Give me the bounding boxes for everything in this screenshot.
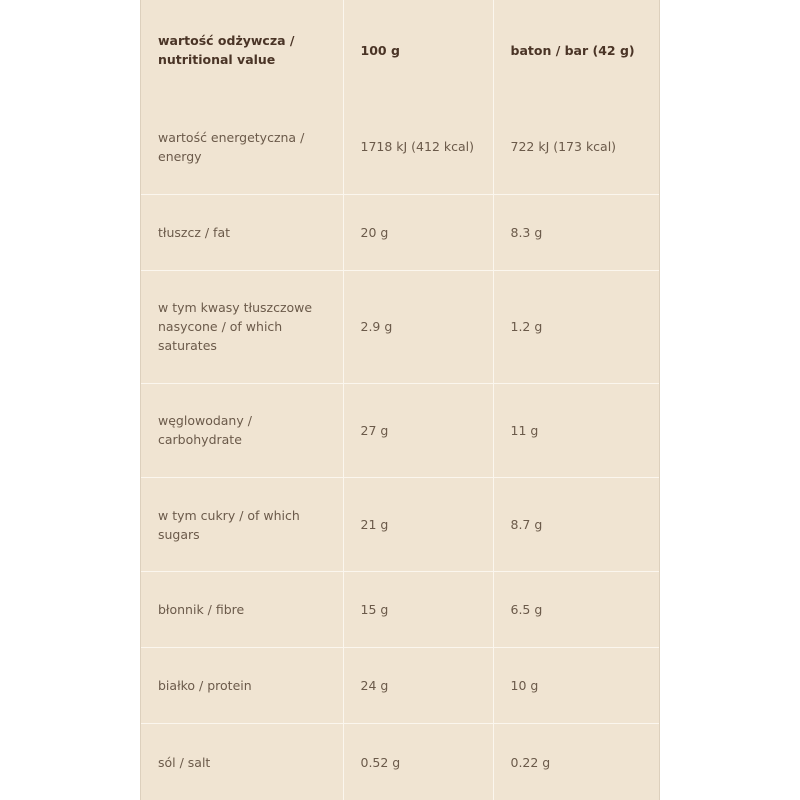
table-row (141, 194, 659, 270)
value-per-bar: 0.22 g (510, 754, 551, 770)
table-row (141, 572, 659, 648)
nutrition-table (141, 0, 659, 800)
nutrient-name: w tym kwasy tłuszczowe nasycone / of which saturates (141, 270, 343, 383)
value-per-100g: 2.9 g (343, 270, 493, 383)
value-per-bar: 1.2 g (493, 270, 659, 383)
header-nutritional-value: wartość odżywcza / nutritional value (141, 0, 343, 100)
value-per-bar: 6.5 g (493, 572, 659, 648)
value-per-bar: 10 g (493, 648, 659, 724)
value-per-100g: 27 g (343, 383, 493, 477)
table-row (141, 648, 659, 724)
table-row (141, 100, 659, 194)
value-per-100g: 0.52 g (343, 724, 493, 800)
nutrient-name: błonnik / fibre (141, 572, 343, 648)
value-per-100g: 1718 kJ (412 kcal) (343, 100, 493, 194)
nutrient-name: białko / protein (141, 648, 343, 724)
table-row (141, 270, 659, 383)
value-per-100g: 15 g (343, 572, 493, 648)
table-row (141, 383, 659, 477)
nutrition-table-container (140, 0, 660, 800)
header-per-100g: 100 g (343, 0, 493, 100)
table-row (141, 478, 659, 572)
header-per-bar: baton / bar (42 g) (510, 42, 635, 58)
nutrient-name: w tym cukry / of which sugars (141, 478, 343, 572)
value-per-100g: 20 g (343, 194, 493, 270)
value-per-bar: 8.3 g (493, 194, 659, 270)
value-per-100g: 21 g (343, 478, 493, 572)
table-row (141, 724, 659, 800)
value-per-bar: 11 g (493, 383, 659, 477)
value-per-bar: 8.7 g (493, 478, 659, 572)
nutrient-name: tłuszcz / fat (141, 194, 343, 270)
table-header-row (141, 0, 659, 100)
nutrient-name: wartość energetyczna / energy (141, 100, 343, 194)
nutrient-name: węglowodany / carbohydrate (141, 383, 343, 477)
value-per-bar: 722 kJ (173 kcal) (493, 100, 659, 194)
nutrient-name: sól / salt (141, 724, 343, 800)
value-per-100g: 24 g (343, 648, 493, 724)
